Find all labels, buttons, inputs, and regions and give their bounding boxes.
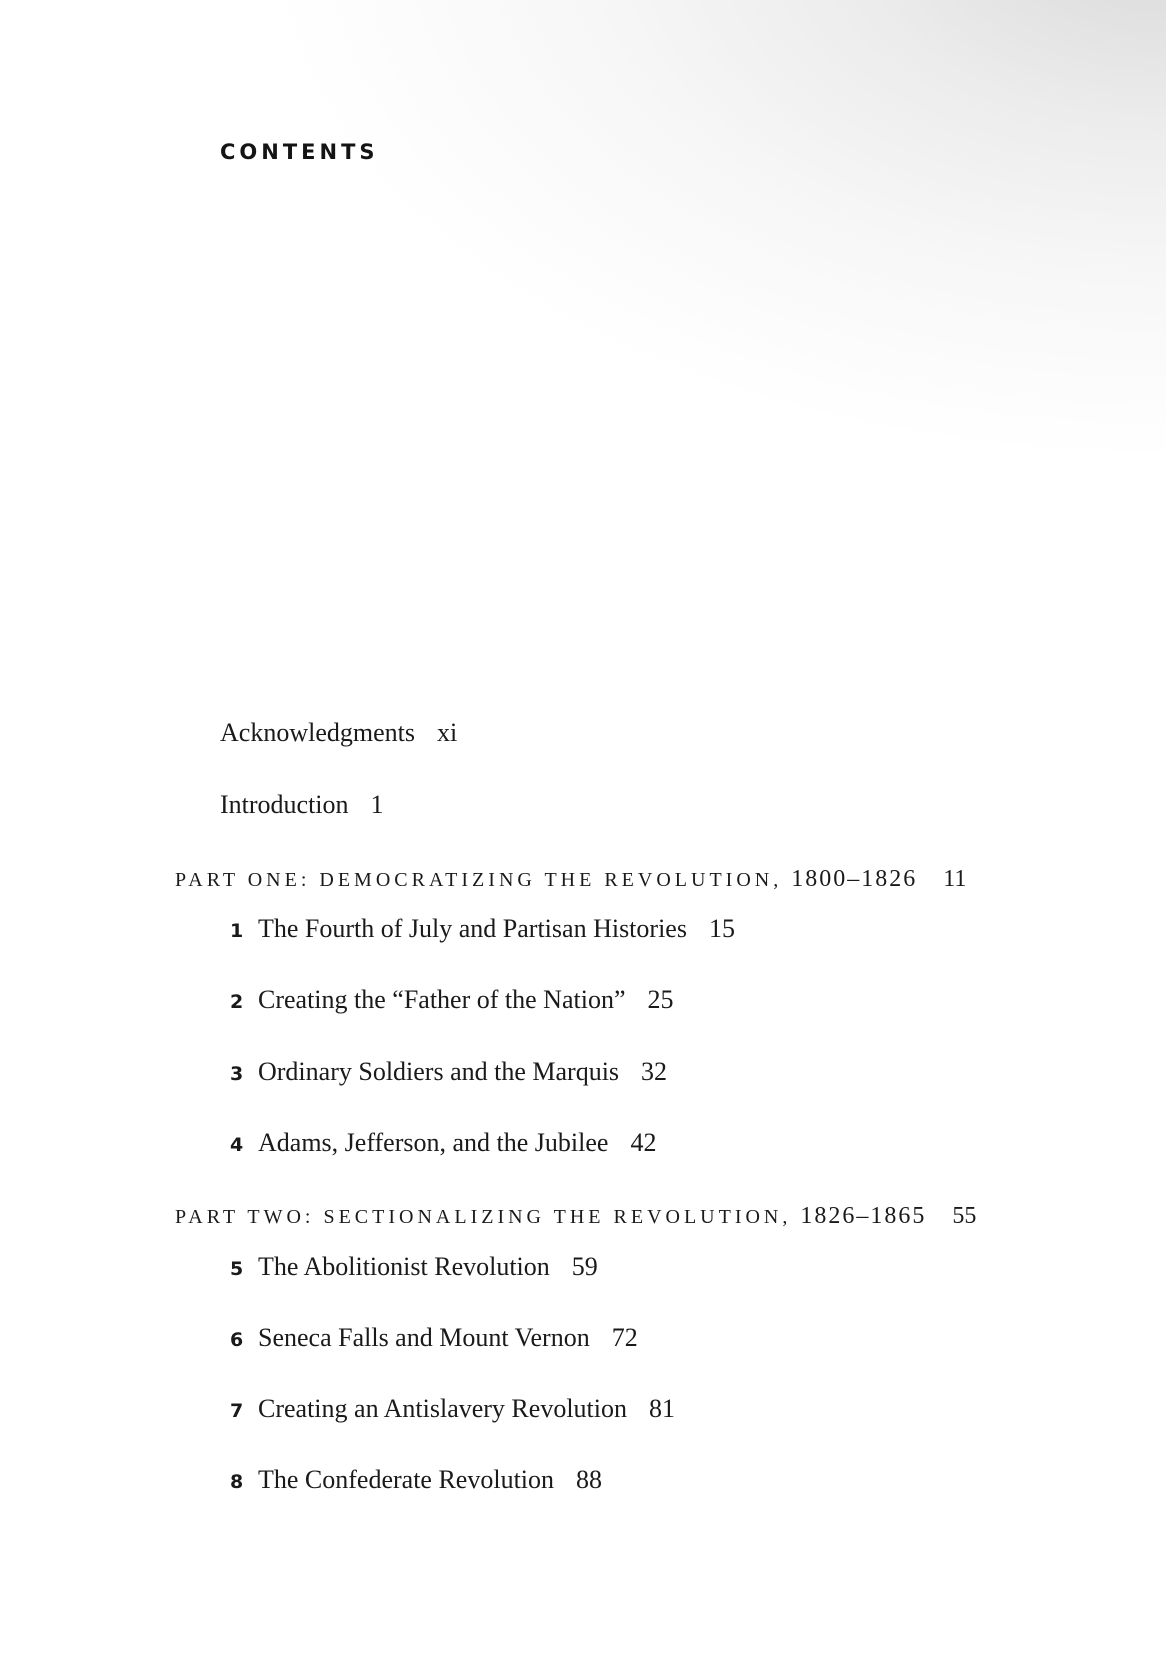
- chapter-number: 4: [230, 1134, 244, 1156]
- chapter-page-number: 15: [708, 914, 735, 943]
- part-page-number: 11: [943, 866, 967, 892]
- entry-title: Acknowledgments: [220, 718, 415, 747]
- part-label: PART TWO:: [175, 1206, 315, 1228]
- part-two-heading: [175, 1203, 976, 1230]
- toc-entry-acknowledgments: [220, 718, 457, 748]
- chapter-entry: [230, 1465, 602, 1495]
- chapter-page-number: 42: [630, 1128, 657, 1157]
- chapter-entry: [230, 1057, 667, 1087]
- page-title: CONTENTS: [220, 140, 379, 164]
- chapter-page-number: 72: [611, 1323, 638, 1352]
- part-one-heading: [175, 866, 966, 893]
- part-title: DEMOCRATIZING THE REVOLUTION,: [319, 869, 783, 891]
- chapter-number: 3: [230, 1063, 244, 1085]
- chapter-title: The Fourth of July and Partisan Histories: [258, 914, 687, 943]
- part-years: 1826–1865: [800, 1203, 927, 1229]
- chapter-entry: [230, 1252, 598, 1282]
- chapter-number: 8: [230, 1471, 244, 1493]
- chapter-number: 7: [230, 1400, 244, 1422]
- part-title: SECTIONALIZING THE REVOLUTION,: [323, 1206, 792, 1228]
- chapter-number: 5: [230, 1258, 244, 1280]
- part-label: PART ONE:: [175, 869, 311, 891]
- chapter-title: The Abolitionist Revolution: [258, 1252, 550, 1281]
- chapter-title: Adams, Jefferson, and the Jubilee: [258, 1128, 609, 1157]
- part-years: 1800–1826: [791, 866, 918, 892]
- chapter-page-number: 81: [649, 1394, 675, 1423]
- chapter-number: 1: [230, 920, 244, 942]
- entry-page-number: 1: [370, 790, 384, 819]
- entry-page-number: xi: [436, 718, 458, 747]
- entry-title: Introduction: [220, 790, 349, 819]
- chapter-number: 6: [230, 1329, 244, 1351]
- chapter-entry: [230, 1128, 656, 1158]
- chapter-page-number: 32: [641, 1057, 668, 1086]
- chapter-title: Seneca Falls and Mount Vernon: [258, 1323, 590, 1352]
- chapter-page-number: 59: [571, 1252, 598, 1281]
- chapter-entry: [230, 1323, 638, 1353]
- chapter-entry: [230, 914, 735, 944]
- chapter-title: Ordinary Soldiers and the Marquis: [258, 1057, 620, 1086]
- chapter-title: The Confederate Revolution: [258, 1465, 555, 1494]
- chapter-page-number: 25: [647, 985, 674, 1014]
- chapter-title: Creating the “Father of the Nation”: [258, 985, 626, 1014]
- chapter-entry: [230, 1394, 675, 1424]
- toc-entry-introduction: [220, 790, 384, 820]
- chapter-title: Creating an Antislavery Revolution: [258, 1394, 627, 1423]
- chapter-entry: [230, 985, 673, 1015]
- part-page-number: 55: [952, 1203, 977, 1229]
- chapter-number: 2: [230, 991, 244, 1013]
- chapter-page-number: 88: [576, 1465, 603, 1494]
